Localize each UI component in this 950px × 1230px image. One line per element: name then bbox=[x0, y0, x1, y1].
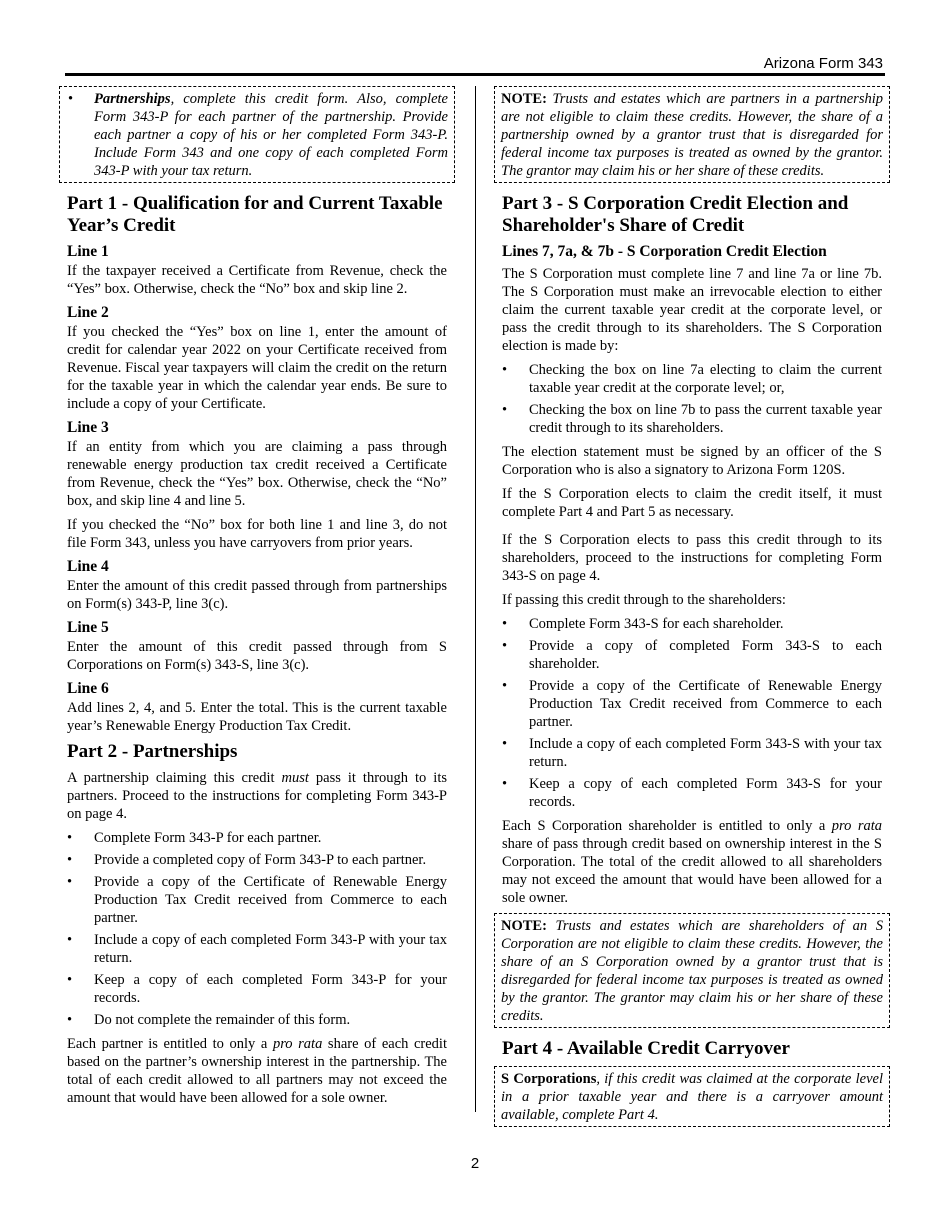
part1-title: Part 1 - Qualification for and Current Taxable Year’s Credit bbox=[67, 193, 443, 236]
list-item: • Include a copy of each completed Form 343-P with your tax return. bbox=[67, 931, 447, 967]
partnerships-note-box bbox=[59, 86, 455, 183]
page-number: 2 bbox=[470, 1155, 480, 1172]
line1-text: If the taxpayer received a Certificate from Revenue, check the “Yes” box. Otherwise, check the “No” box and skip line 2. bbox=[67, 263, 447, 297]
line2-text: If you checked the “Yes” box on line 1, enter the amount of credit for calendar year 2022 on your Certificate received from Revenue. Fiscal year taxpayers will claim the credit on the return for the taxable year in which the calendar year ends. Be sure to include a copy of your Certificate. bbox=[67, 324, 447, 412]
list-item: • Keep a copy of each completed Form 343-S for your records. bbox=[502, 775, 882, 811]
part2-title: Part 2 - Partnerships bbox=[67, 741, 238, 762]
election-bullet-list bbox=[502, 361, 882, 437]
pass-credit-text: If the S Corporation elects to pass this credit through to its shareholders, proceed to the instructions for completing Form 343-S on page 4. bbox=[502, 532, 882, 584]
part3-subtitle: Lines 7, 7a, & 7b - S Corporation Credit Election bbox=[502, 243, 827, 260]
line3-heading: Line 3 bbox=[67, 419, 109, 436]
line3-text-2: If you checked the “No” box for both line 1 and line 3, do not file Form 343, unless you have carryovers from prior years. bbox=[67, 517, 447, 551]
list-item: • Keep a copy of each completed Form 343-P for your records. bbox=[67, 971, 447, 1007]
list-item: • Provide a completed copy of Form 343-P to each partner. bbox=[67, 851, 447, 869]
list-item: • Checking the box on line 7a electing to claim the current taxable year credit at the corporate level; or, bbox=[502, 361, 882, 397]
passing-bullet-list bbox=[502, 615, 882, 811]
line5-text: Enter the amount of this credit passed through from S Corporations on Form(s) 343-S, line 3(c). bbox=[67, 639, 447, 673]
line4-heading: Line 4 bbox=[67, 558, 109, 575]
list-item: • Complete Form 343-S for each shareholder. bbox=[502, 615, 882, 633]
part3-title: Part 3 - S Corporation Credit Election and Shareholder's Share of Credit bbox=[502, 193, 849, 236]
partnerships-note-text: , complete this credit form. Also, complete Form 343-P for each partner of the partnership. Provide each partner a copy of his or her completed Form 343-P. Include Form 343 and one copy of each completed Form 343-P with your tax return. bbox=[94, 91, 448, 179]
line3-text: If an entity from which you are claiming a pass through renewable energy production tax credit received a Certificate from Revenue, check the “Yes” box. Otherwise, check the “No” box, and skip line 4 and line 5. bbox=[67, 439, 447, 509]
note-text: Trusts and estates which are shareholders of an S Corporation are not eligible to claim these credits. However, the share of an S Corporation owned by a grantor trust that is disregarded for federal income tax purposes is treated as owned by the grantor. The grantor may claim his or her share of these credits. bbox=[501, 918, 883, 1024]
s-corp-trusts-note-box bbox=[494, 913, 890, 1028]
partnership-trusts-note-box bbox=[494, 86, 890, 183]
line6-heading: Line 6 bbox=[67, 680, 109, 697]
claim-credit-text: If the S Corporation elects to claim the credit itself, it must complete Part 4 and Part 5 as necessary. bbox=[502, 486, 882, 520]
list-item: • Provide a copy of completed Form 343-S to each shareholder. bbox=[502, 637, 882, 673]
list-item: • Include a copy of each completed Form 343-S with your tax return. bbox=[502, 735, 882, 771]
list-item: • Provide a copy of the Certificate of Renewable Energy Production Tax Credit received from Commerce to each partner. bbox=[67, 873, 447, 927]
election-signature-text: The election statement must be signed by an officer of the S Corporation who is also a signatory to Arizona Form 120S. bbox=[502, 444, 882, 478]
partnerships-label: Partnerships bbox=[94, 91, 171, 107]
left-column bbox=[67, 86, 447, 1113]
line6-text: Add lines 2, 4, and 5. Enter the total. This is the current taxable year’s Renewable Energy Production Tax Credit. bbox=[67, 700, 447, 734]
part2-closing: Each partner is entitled to only a pro rata share of each credit based on the partner’s ownership interest in the partnership. The total of each credit allowed to all partners may not exceed the amount that would have been allowed for a sole owner. bbox=[67, 1036, 447, 1106]
line2-heading: Line 2 bbox=[67, 304, 109, 321]
part4-title: Part 4 - Available Credit Carryover bbox=[502, 1038, 790, 1059]
list-item: • Provide a copy of the Certificate of Renewable Energy Production Tax Credit received from Commerce to each partner. bbox=[502, 677, 882, 731]
column-divider bbox=[475, 86, 476, 1112]
note-text: Trusts and estates which are partners in a partnership are not eligible to claim these credits. However, the share of a partnership owned by a grantor trust that is disregarded for federal income tax purposes is treated as owned by the grantor. The grantor may claim his or her share of these credits. bbox=[501, 91, 883, 179]
partnerships-note bbox=[66, 90, 448, 180]
note-label: NOTE: bbox=[501, 918, 547, 934]
header-rule bbox=[65, 73, 885, 76]
form-title: Arizona Form 343 bbox=[763, 55, 883, 72]
list-item: • Checking the box on line 7b to pass the current taxable year credit through to its shareholders. bbox=[502, 401, 882, 437]
s-corporations-note-box bbox=[494, 1066, 890, 1127]
passing-intro: If passing this credit through to the shareholders: bbox=[502, 592, 786, 608]
list-item: • Complete Form 343-P for each partner. bbox=[67, 829, 447, 847]
line4-text: Enter the amount of this credit passed through from partnerships on Form(s) 343-P, line 3(c). bbox=[67, 578, 447, 612]
part3-closing: Each S Corporation shareholder is entitled to only a pro rata share of pass through credit based on ownership interest in the S Corporation. The total of the credit allowed to all shareholders may not exceed the amount that would have been allowed for a sole owner. bbox=[502, 818, 882, 906]
note-label: NOTE: bbox=[501, 91, 547, 107]
part3-intro: The S Corporation must complete line 7 and line 7a or line 7b. The S Corporation must make an irrevocable election to either claim the current taxable year credit at the corporate level, or pass the credit through to its shareholders. The S Corporation election is made by: bbox=[502, 266, 882, 354]
list-item: • Do not complete the remainder of this form. bbox=[67, 1011, 447, 1029]
s-corporations-text: , if this credit was claimed at the corporate level in a prior taxable year and there is a carryover amount available, complete Part 4. bbox=[501, 1071, 883, 1123]
s-corporations-label: S Corporations bbox=[501, 1071, 597, 1087]
right-column bbox=[502, 86, 882, 1137]
part2-intro: A partnership claiming this credit must pass it through to its partners. Proceed to the instructions for completing Form 343-P on page 4. bbox=[67, 770, 447, 822]
line5-heading: Line 5 bbox=[67, 619, 109, 636]
line1-heading: Line 1 bbox=[67, 243, 109, 260]
part2-bullet-list bbox=[67, 829, 447, 1029]
